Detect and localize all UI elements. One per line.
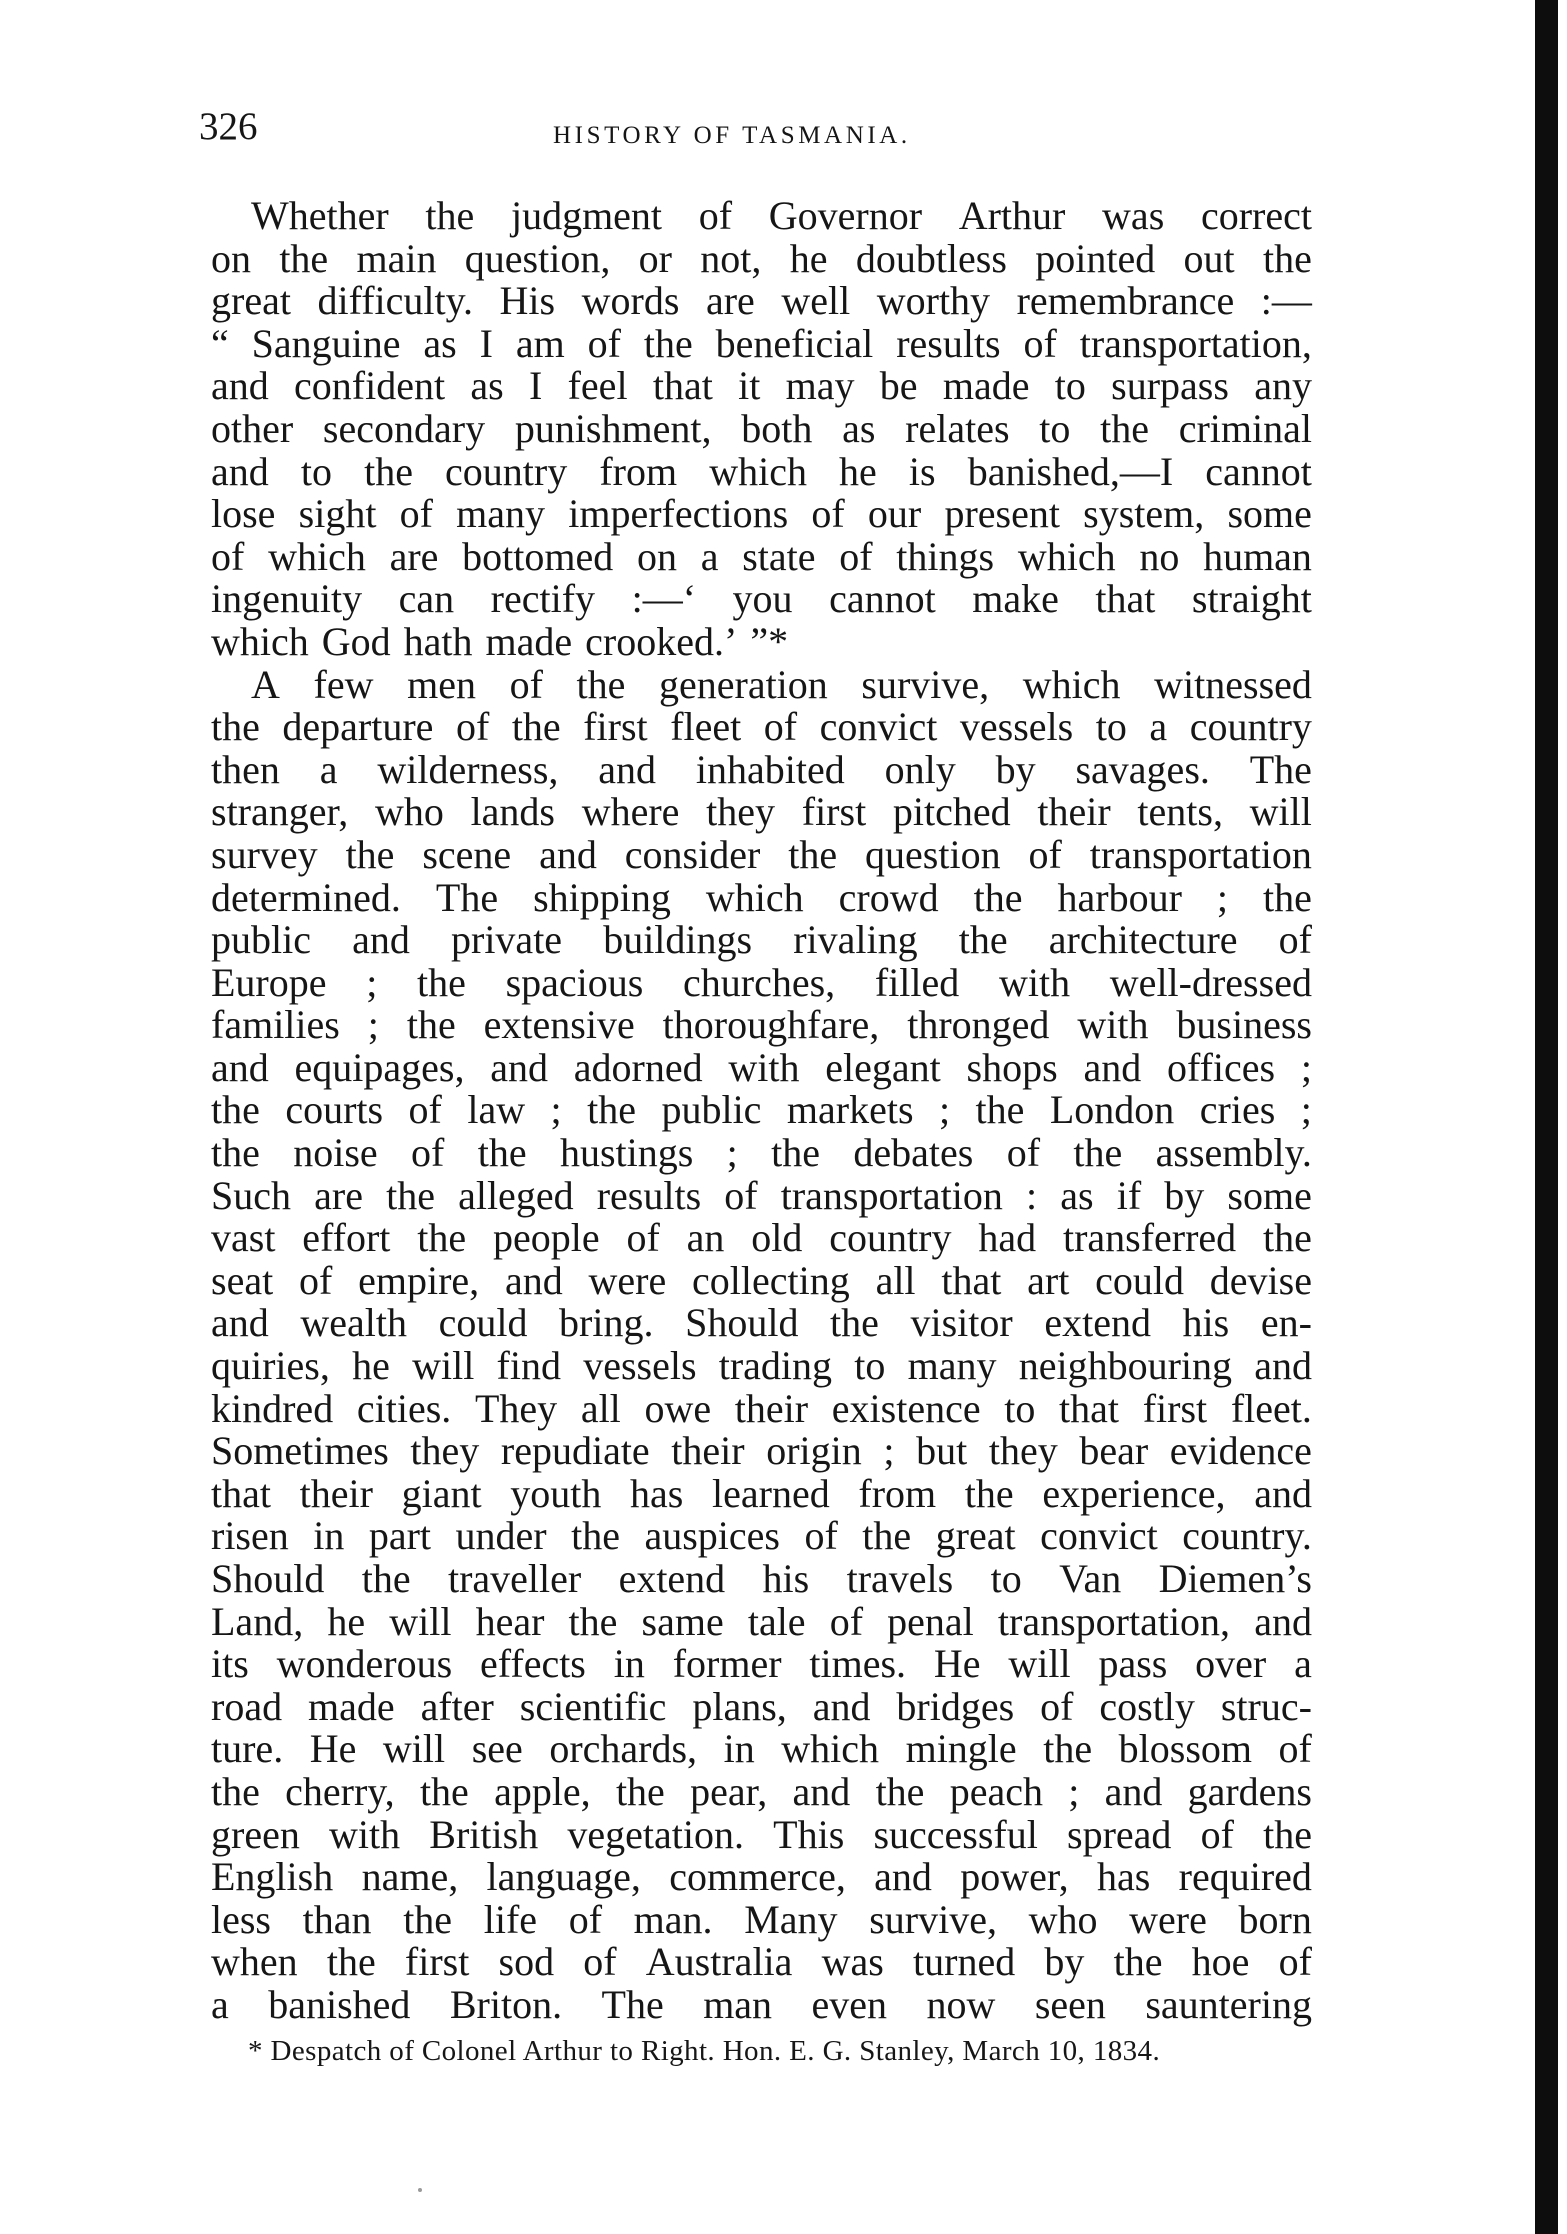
text-line: lose sight of many imperfections of our present system, some — [211, 491, 1312, 537]
text-line: and wealth could bring. Should the visitor extend his en- — [211, 1300, 1312, 1346]
text-line: and confident as I feel that it may be made to surpass any — [211, 363, 1312, 409]
text-line: English name, language, commerce, and power, has required — [211, 1854, 1312, 1900]
text-line: other secondary punishment, both as relates to the criminal — [211, 405, 1312, 451]
text-line: that their giant youth has learned from the experience, and — [211, 1470, 1312, 1516]
text-line: survey the scene and consider the question of transportation — [211, 831, 1312, 877]
page-number: 326 — [199, 105, 258, 148]
running-title: HISTORY OF TASMANIA. — [553, 122, 911, 149]
text-line: Sometimes they repudiate their origin ; but they bear evidence — [211, 1428, 1312, 1474]
text-line: a banished Briton. The man even now seen sauntering — [211, 1981, 1312, 2027]
text-line: road made after scientific plans, and bridges of costly struc- — [211, 1683, 1312, 1729]
text-line: Whether the judgment of Governor Arthur was correct — [251, 193, 1312, 238]
text-line: risen in part under the auspices of the great convict country. — [211, 1513, 1312, 1559]
text-line: and to the country from which he is banished,—I cannot — [211, 448, 1312, 494]
text-line: ture. He will see orchards, in which mingle the blossom of — [211, 1726, 1312, 1772]
text-line: on the main question, or not, he doubtless pointed out the — [211, 235, 1312, 281]
text-line: ingenuity can rectify :—‘ you cannot make that straight — [211, 576, 1312, 622]
footnote: * Despatch of Colonel Arthur to Right. Hon. E. G. Stanley, March 10, 1834. — [248, 2035, 1161, 2067]
text-line: the departure of the first fleet of convict vessels to a country — [211, 704, 1312, 750]
text-line: Should the traveller extend his travels to Van Diemen’s — [211, 1556, 1312, 1601]
text-line: families ; the extensive thoroughfare, thronged with business — [211, 1002, 1312, 1048]
text-line: vast effort the people of an old country had transferred the — [211, 1215, 1312, 1261]
text-line: A few men of the generation survive, which witnessed — [251, 661, 1312, 707]
text-line: and equipages, and adorned with elegant shops and offices ; — [211, 1044, 1312, 1090]
text-line: Such are the alleged results of transportation : as if by some — [211, 1172, 1312, 1218]
text-line: kindred cities. They all owe their existence to that first fleet. — [211, 1385, 1312, 1431]
text-line: “ Sanguine as I am of the beneficial results of transportation, — [211, 320, 1312, 366]
text-line: Europe ; the spacious churches, filled with well-dressed — [211, 959, 1312, 1005]
text-line: of which are bottomed on a state of things which no human — [211, 533, 1312, 579]
paper-speck — [418, 2188, 422, 2192]
text-line: the noise of the hustings ; the debates of the assembly. — [211, 1130, 1312, 1176]
text-line: stranger, who lands where they first pitched their tents, will — [211, 789, 1312, 835]
text-line: determined. The shipping which crowd the harbour ; the — [211, 874, 1312, 920]
text-line: great difficulty. His words are well worthy remembrance :— — [211, 278, 1312, 324]
text-line: less than the life of man. Many survive, who were born — [211, 1896, 1312, 1942]
text-line: seat of empire, and were collecting all that art could devise — [211, 1257, 1312, 1303]
text-line: then a wilderness, and inhabited only by savages. The — [211, 746, 1312, 792]
text-line: quiries, he will find vessels trading to many neighbouring and — [211, 1343, 1312, 1389]
text-line: the cherry, the apple, the pear, and the peach ; and gardens — [211, 1768, 1312, 1814]
text-line: which God hath made crooked.’ ”* — [211, 618, 789, 664]
text-line: when the first sod of Australia was turned by the hoe of — [211, 1939, 1312, 1985]
body-text — [211, 195, 1312, 2027]
text-line: green with British vegetation. This successful spread of the — [211, 1811, 1312, 1857]
text-line: Land, he will hear the same tale of penal transportation, and — [211, 1598, 1312, 1644]
text-line: public and private buildings rivaling the architecture of — [211, 917, 1312, 963]
page-edge-bar — [1535, 0, 1558, 2234]
text-line: the courts of law ; the public markets ; the London cries ; — [211, 1087, 1312, 1133]
text-line: its wonderous effects in former times. He will pass over a — [211, 1641, 1312, 1687]
